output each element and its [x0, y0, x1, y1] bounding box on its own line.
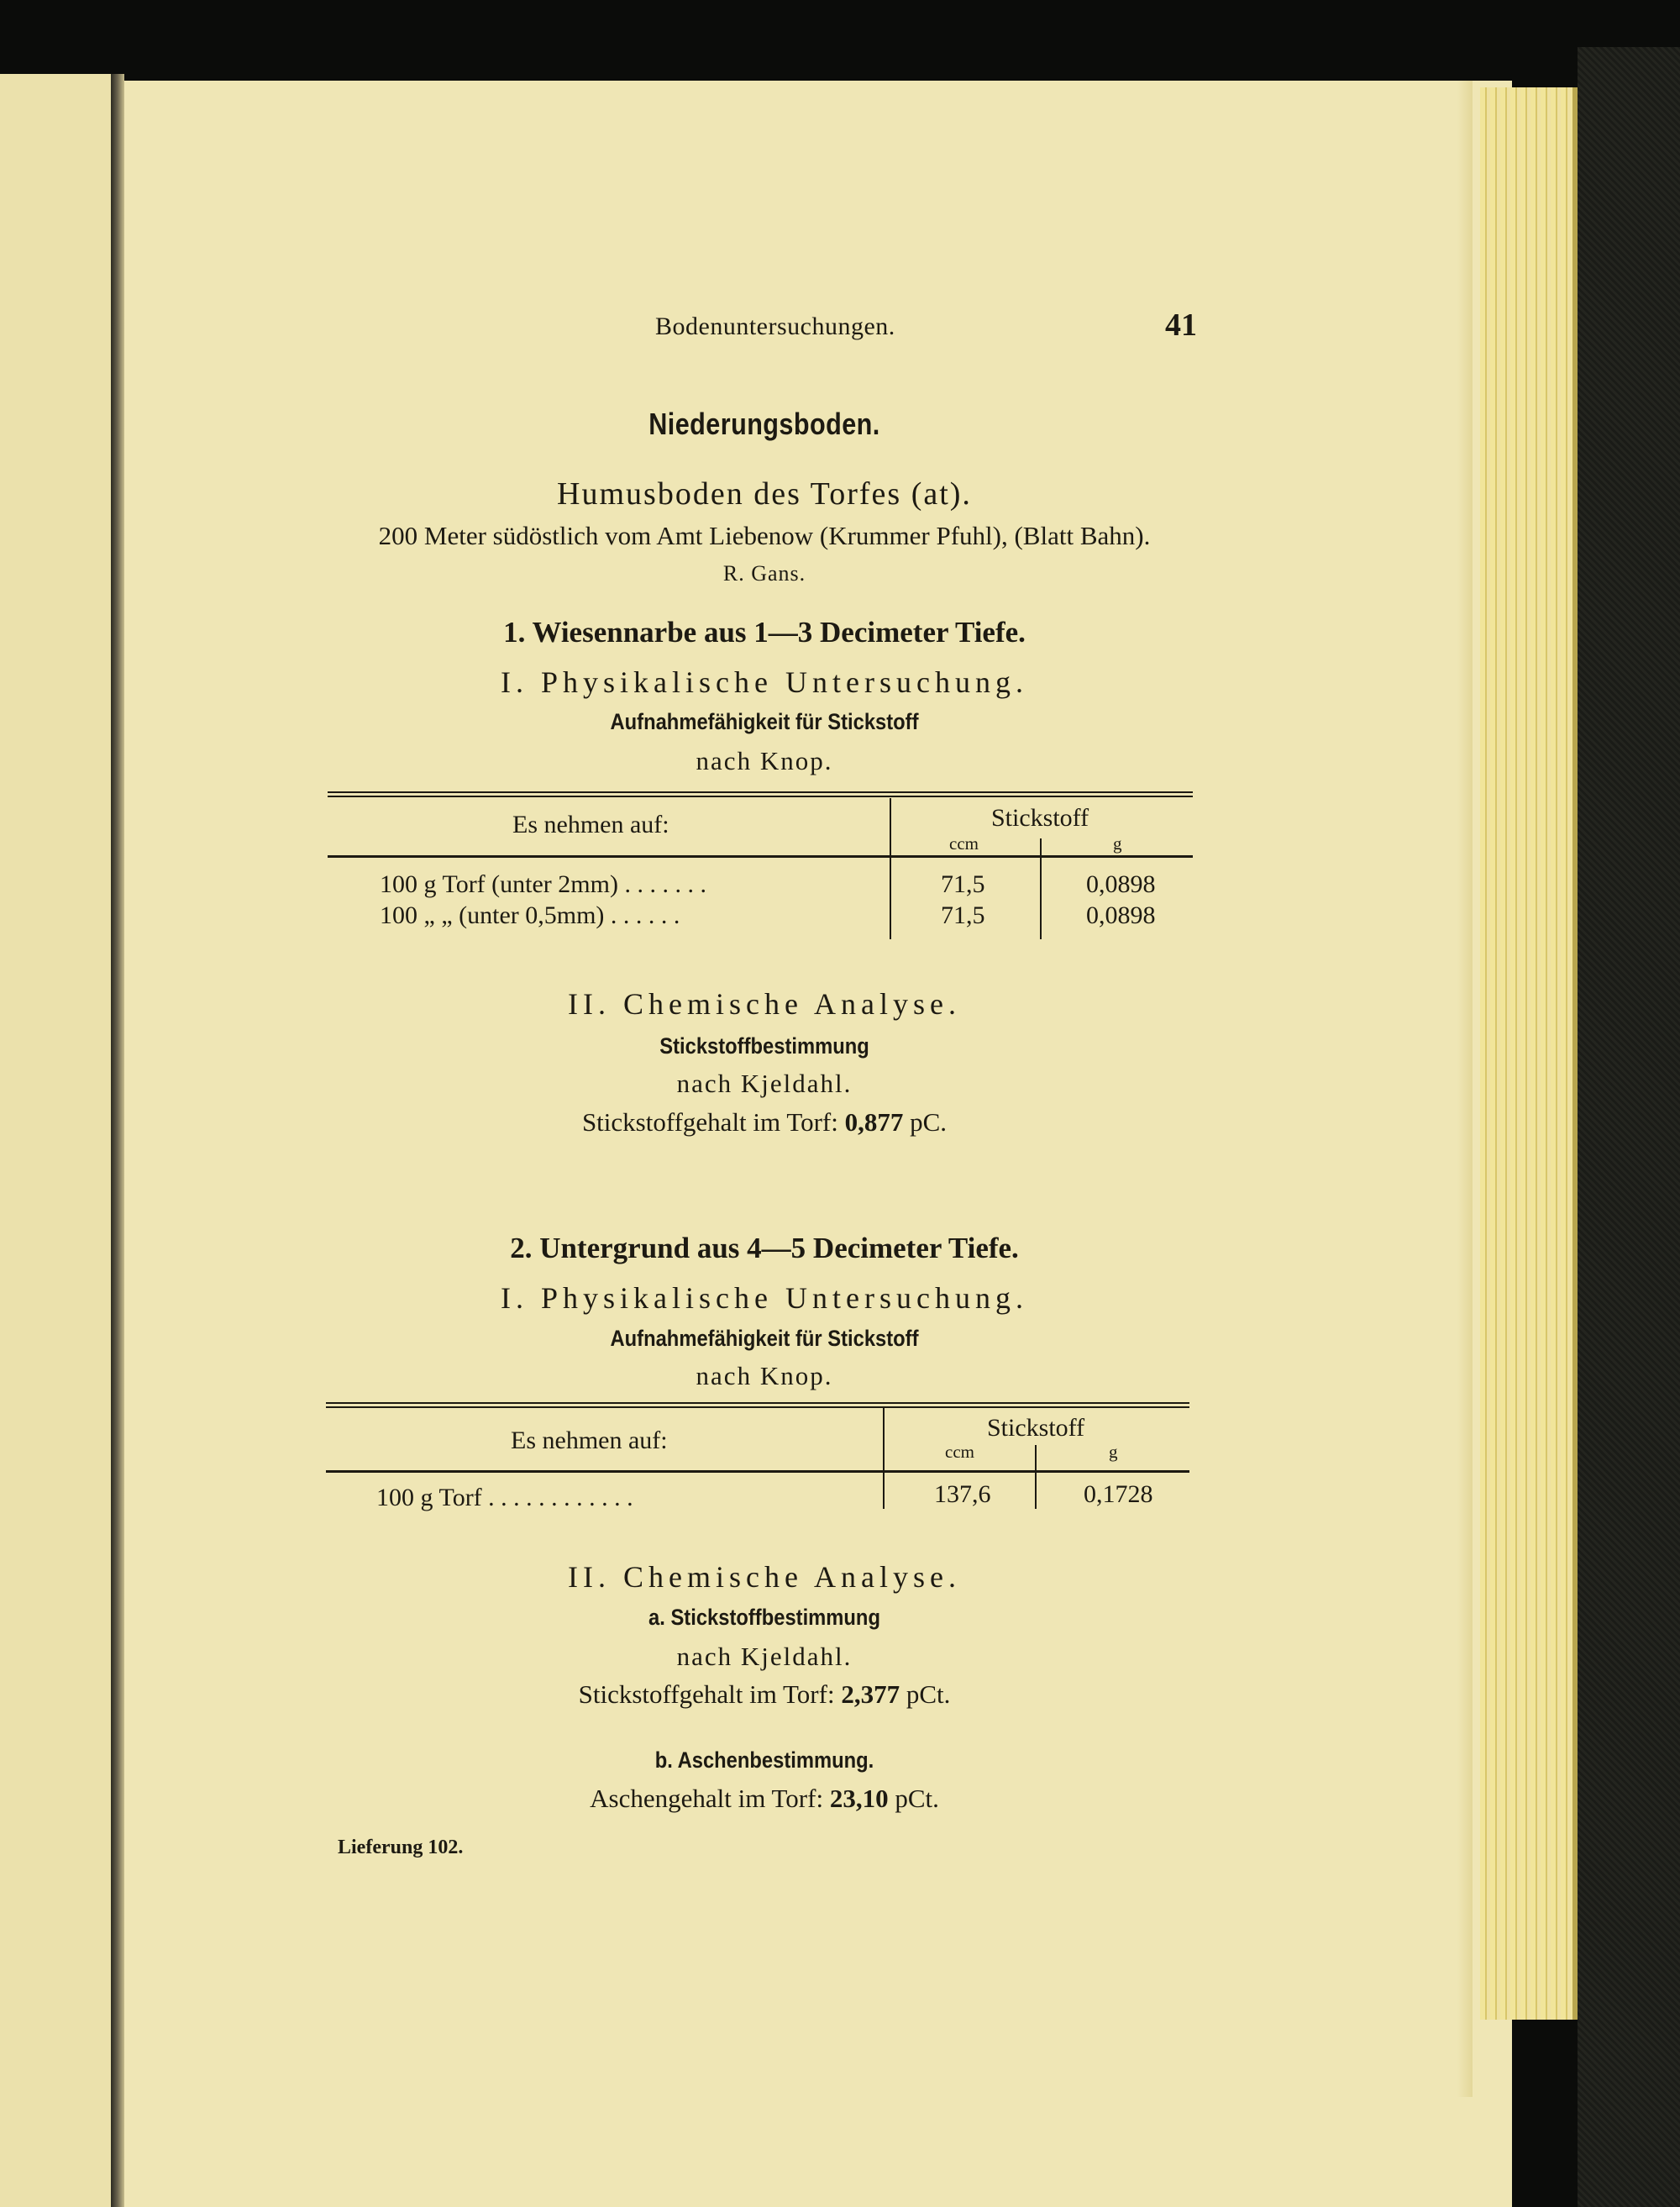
page-number: 41 — [1165, 307, 1197, 343]
result-value: 0,877 — [844, 1107, 904, 1137]
table-header-ccm: ccm — [949, 833, 979, 854]
section-subtitle: Humusboden des Torfes (at). — [557, 476, 972, 512]
table-header-g: g — [1109, 1442, 1118, 1462]
result-unit: pC. — [910, 1107, 948, 1137]
table-row-ccm: 71,5 — [941, 901, 985, 929]
part1-physical-method: nach Knop. — [696, 746, 833, 775]
part1-nitrogen-result — [582, 1107, 947, 1138]
footer-note: Lieferung 102. — [338, 1837, 464, 1858]
result-label: Stickstoffgehalt im Torf: — [581, 1107, 838, 1137]
table-row-ccm: 137,6 — [934, 1480, 991, 1508]
running-header-title: Bodenuntersuchungen. — [655, 313, 895, 340]
page-shade — [1457, 81, 1473, 2097]
table-header-g: g — [1113, 833, 1122, 854]
author: R. Gans. — [722, 561, 806, 586]
part2-physical-subheading: Aufnahmefähigkeit für Stickstoff — [610, 1326, 919, 1351]
book-cover — [1578, 47, 1680, 2207]
left-page-edge — [0, 74, 111, 2207]
part2-physical-heading: I. Physikalische Untersuchung. — [501, 1281, 1028, 1315]
table-header-left: Es nehmen auf: — [512, 811, 669, 838]
table-row-g: 0,0898 — [1086, 870, 1156, 898]
book-gutter — [111, 74, 124, 2207]
result-value: 23,10 — [829, 1784, 889, 1813]
table-header-group: Stickstoff — [987, 1414, 1085, 1442]
part1-chemical-subheading: Stickstoffbestimmung — [659, 1033, 869, 1059]
part2-heading: 2. Untergrund aus 4—5 Decimeter Tiefe. — [510, 1232, 1019, 1264]
result-label: Aschengehalt im Torf: — [590, 1784, 824, 1813]
result-unit: pCt. — [895, 1784, 939, 1813]
table-header-left: Es nehmen auf: — [511, 1427, 668, 1454]
table-header-group: Stickstoff — [991, 804, 1089, 832]
table-row-label: 100 „ „ (unter 0,5mm) . . . . . . — [380, 901, 680, 929]
part1-chemical-heading: II. Chemische Analyse. — [568, 987, 961, 1021]
table-row-ccm: 71,5 — [941, 870, 985, 898]
part2-chemical-sub-b: b. Aschenbestimmung. — [654, 1747, 874, 1773]
part1-heading: 1. Wiesennarbe aus 1—3 Decimeter Tiefe. — [503, 616, 1026, 649]
part1-chemical-method: nach Kjeldahl. — [676, 1069, 853, 1098]
sample-location: 200 Meter südöstlich vom Amt Liebenow (Krummer Pfuhl), (Blatt Bahn). — [378, 521, 1151, 550]
result-unit: pCt. — [906, 1679, 951, 1709]
part2-chemical-heading: II. Chemische Analyse. — [568, 1560, 961, 1594]
part2-ash-result — [590, 1784, 939, 1814]
result-value: 2,377 — [841, 1679, 900, 1709]
table-header-ccm: ccm — [945, 1442, 974, 1462]
part2-chemical-sub-a: a. Stickstoffbestimmung — [648, 1605, 880, 1630]
page-edges — [1480, 87, 1578, 2020]
table-row-label: 100 g Torf (unter 2mm) . . . . . . . — [380, 870, 706, 898]
table-row-label: 100 g Torf . . . . . . . . . . . . — [376, 1484, 633, 1511]
result-label: Stickstoffgehalt im Torf: — [578, 1679, 835, 1709]
section-heading: Niederungsboden. — [648, 407, 880, 441]
part2-chemical-method: nach Kjeldahl. — [676, 1642, 853, 1671]
part1-physical-heading: I. Physikalische Untersuchung. — [501, 665, 1028, 699]
book-page — [124, 81, 1512, 2207]
part2-physical-method: nach Knop. — [696, 1361, 833, 1390]
part1-physical-subheading: Aufnahmefähigkeit für Stickstoff — [610, 709, 919, 734]
table-row-g: 0,0898 — [1086, 901, 1156, 929]
part2-nitrogen-result — [579, 1679, 951, 1710]
table-row-g: 0,1728 — [1084, 1480, 1153, 1508]
